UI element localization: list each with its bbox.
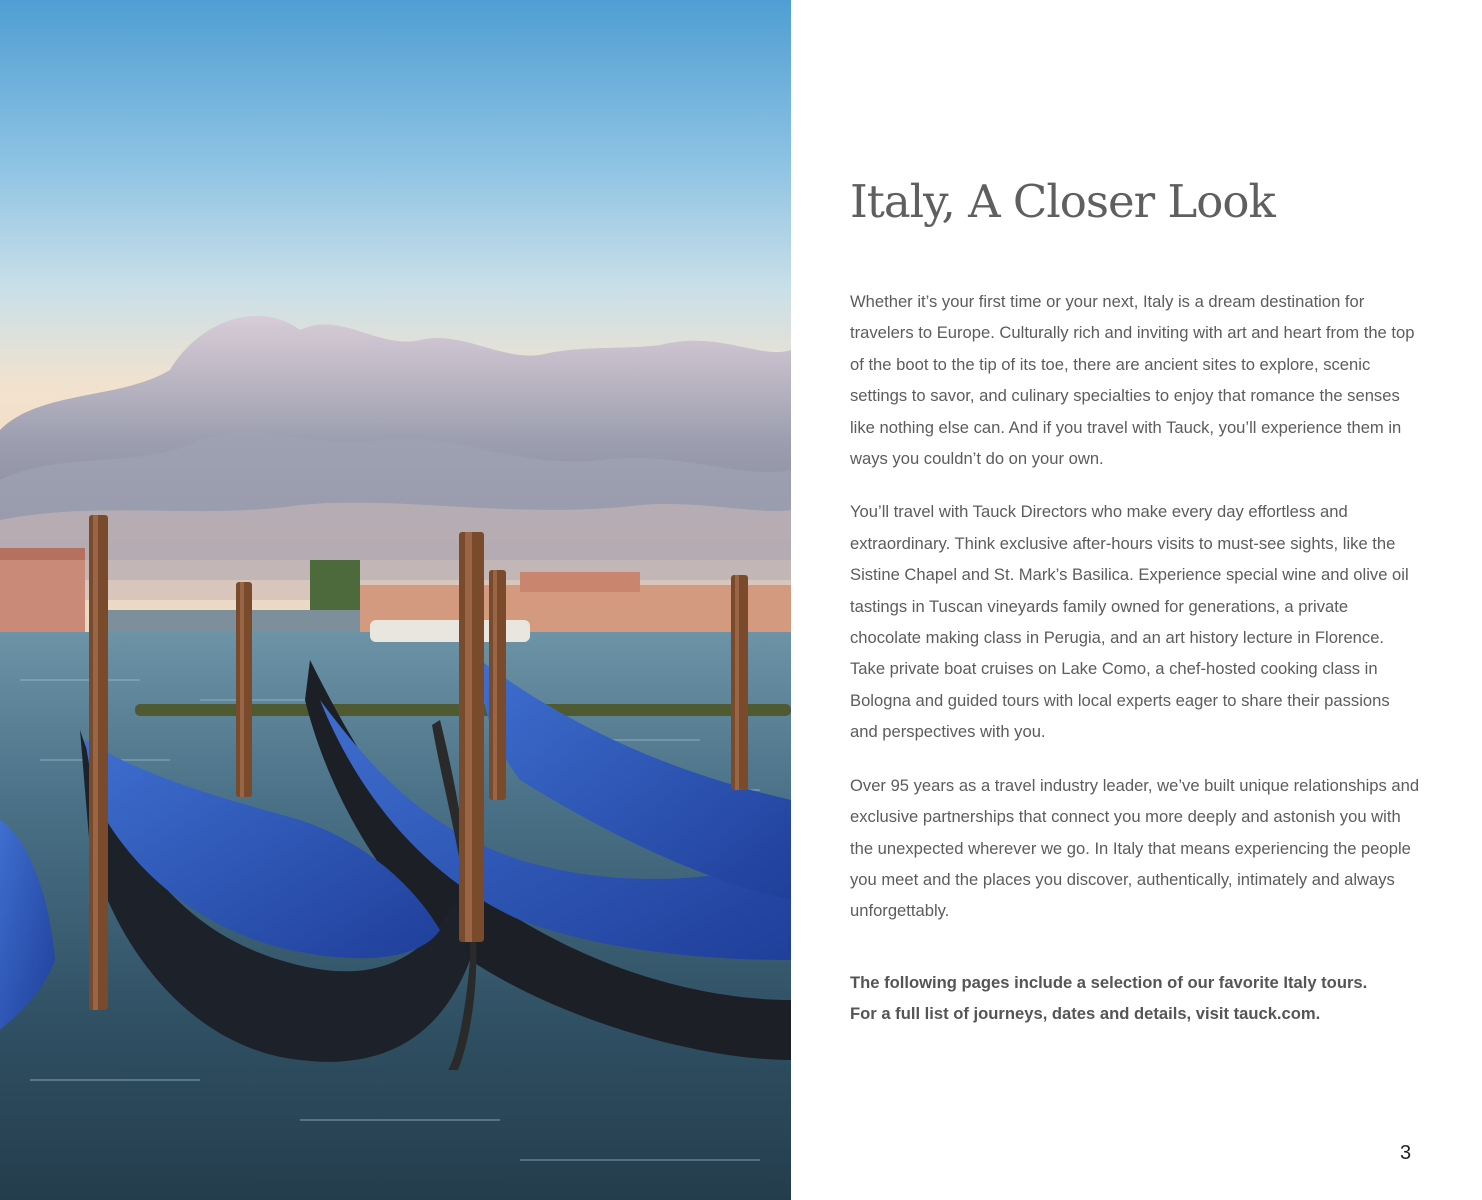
call-to-action: [850, 967, 1420, 1030]
cta-line-2: For a full list of journeys, dates and details, visit tauck.com.: [850, 1004, 1321, 1024]
history-paragraph: Over 95 years as a travel industry leader, we’ve built unique relationships and exclusive partnerships that connect you more deeply and astonish you with the unexpected wherever we go. In Italy that means experiencing the people you meet and the places you discover, authentically, intimately and always unforgettably.: [850, 775, 1420, 921]
page-number: 3: [1400, 1142, 1412, 1164]
cta-line-1: The following pages include a selection of our favorite Italy tours.: [850, 972, 1368, 992]
article-body: [850, 170, 1420, 1030]
page-title: Italy, A Closer Look: [850, 175, 1275, 228]
tauck-directors-paragraph: You’ll travel with Tauck Directors who make every day effortless and extraordinary. Think exclusive after-hours visits to must-see sights, like the Sistine Chapel and St. Mark’s Basilica. Experience special wine and olive oil tastings in Tuscan vineyards family owned for generations, a private chocolate making class in Perugia, and an art history lecture in Florence. Take private boat cruises on Lake Como, a chef-hosted cooking class in Bologna and guided tours with local experts eager to share their passions and perspectives with you.: [850, 502, 1409, 742]
intro-paragraph: Whether it’s your first time or your next, Italy is a dream destination for travelers to Europe. Culturally rich and inviting with art and heart from the top of the boot to the tip of its toe, there are ancient sites to explore, scenic settings to savor, and culinary specialties to enjoy that romance the senses like nothing else can. And if you travel with Tauck, you’ll experience them in ways you couldn’t do on your own.: [850, 292, 1415, 469]
